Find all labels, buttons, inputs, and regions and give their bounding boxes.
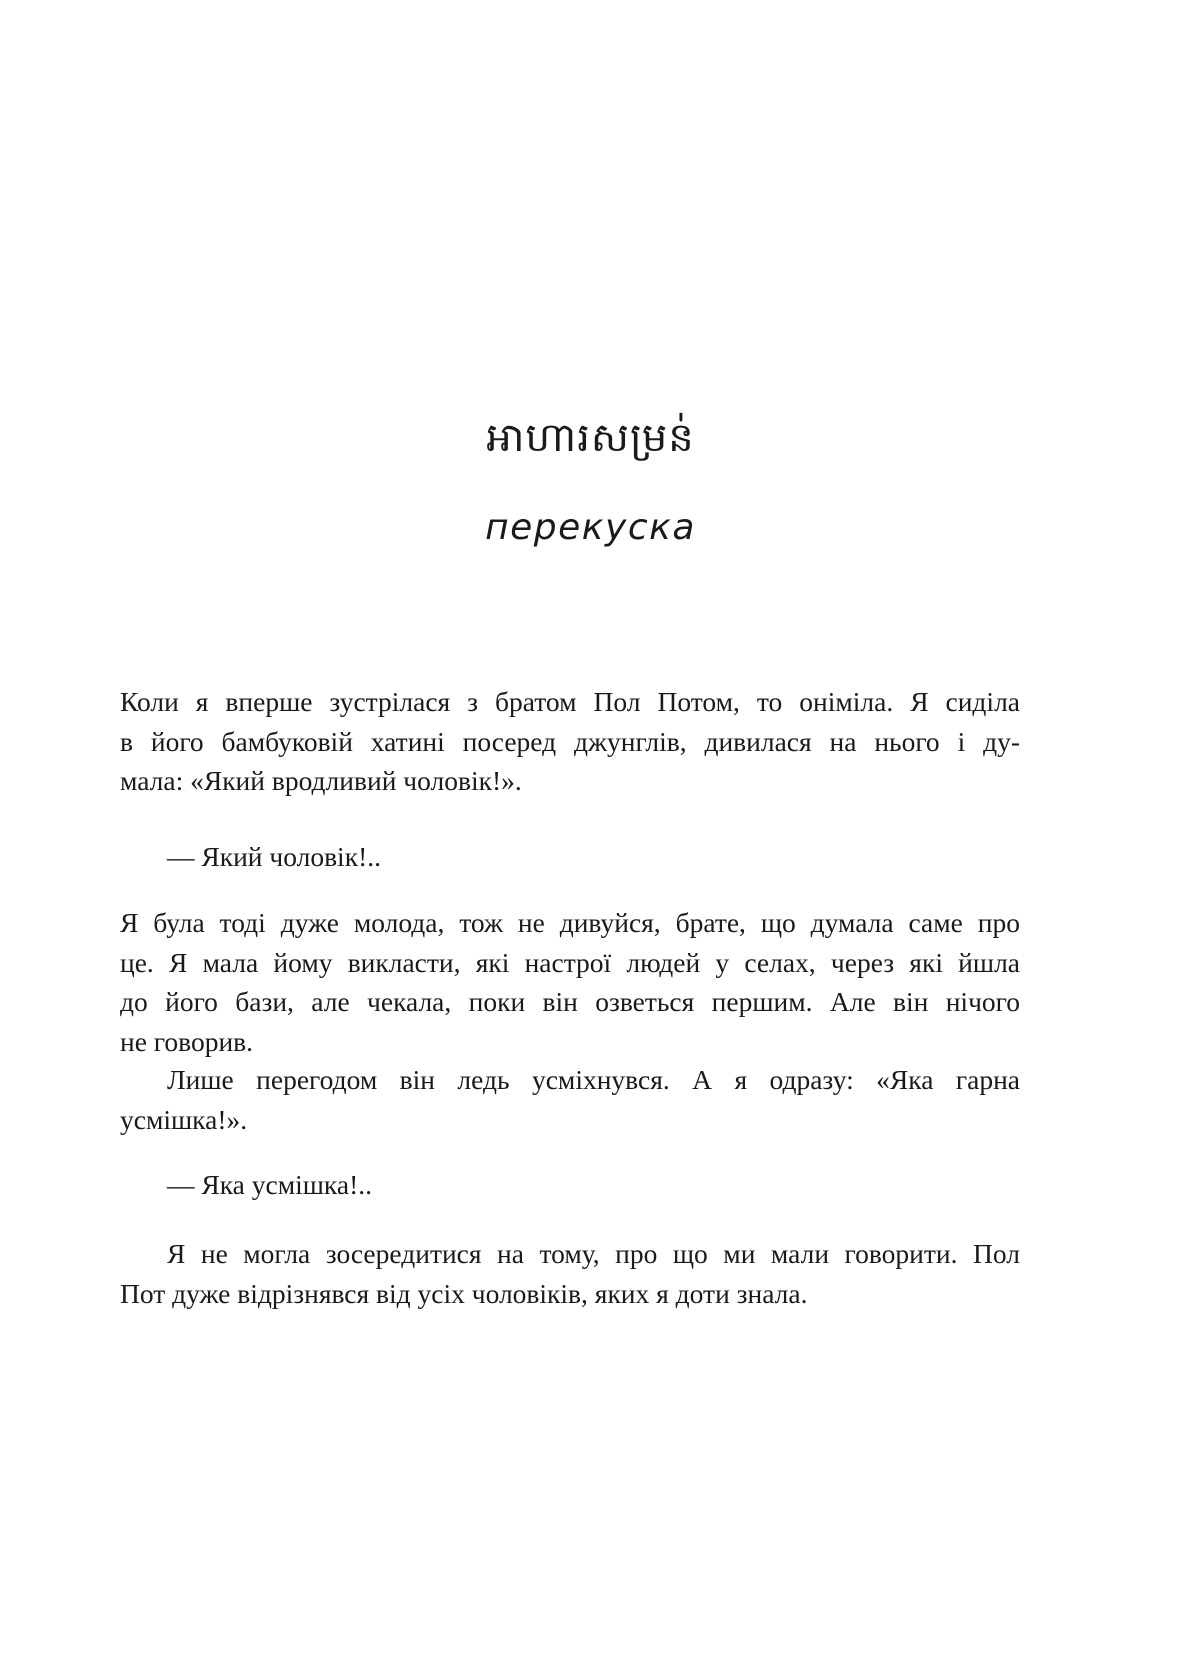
paragraph-1 bbox=[120, 682, 1020, 801]
paragraph-line: Коли я вперше зустрілася з братом Пол Потом, то оніміла. Я сиділа bbox=[120, 686, 1020, 717]
chapter-title-translation: перекуска bbox=[485, 507, 696, 548]
paragraph-line: в його бамбуковій хатині посеред джунглів, дивилася на нього і ду- bbox=[120, 725, 1020, 757]
paragraph-4 bbox=[120, 1234, 1020, 1313]
paragraph-line: мала: «Який вродливий чоловік!». bbox=[120, 765, 522, 796]
chapter-title-khmer: អាហារសម្រន់ bbox=[486, 415, 695, 461]
paragraph-line: усмішка!». bbox=[120, 1103, 248, 1135]
dialog-line-2: — Яка усмішка!.. bbox=[167, 1169, 372, 1200]
paragraph-line: не говорив. bbox=[120, 1025, 254, 1057]
paragraph-line: Лише перегодом він ледь усміхнувся. А я одразу: «Яка гарна bbox=[167, 1064, 1020, 1095]
paragraph-line: Я не могла зосередитися на тому, про що ми мали говорити. Пол bbox=[167, 1238, 1020, 1269]
dialog-line-1: — Який чоловік!.. bbox=[167, 841, 381, 872]
paragraph-line: до його бази, але чекала, поки він озветься першим. Але він нічого bbox=[120, 986, 1020, 1017]
paragraph-line: це. Я мала йому викласти, які настрої людей у селах, через які йшла bbox=[120, 946, 1020, 978]
paragraph-line: Пот дуже відрізнявся від усіх чоловіків, яких я доти знала. bbox=[120, 1277, 808, 1309]
paragraph-2 bbox=[120, 903, 1020, 1061]
paragraph-3 bbox=[120, 1060, 1020, 1139]
paragraph-line: Я була тоді дуже молода, тож не дивуйся, брате, що думала саме про bbox=[120, 907, 1020, 938]
